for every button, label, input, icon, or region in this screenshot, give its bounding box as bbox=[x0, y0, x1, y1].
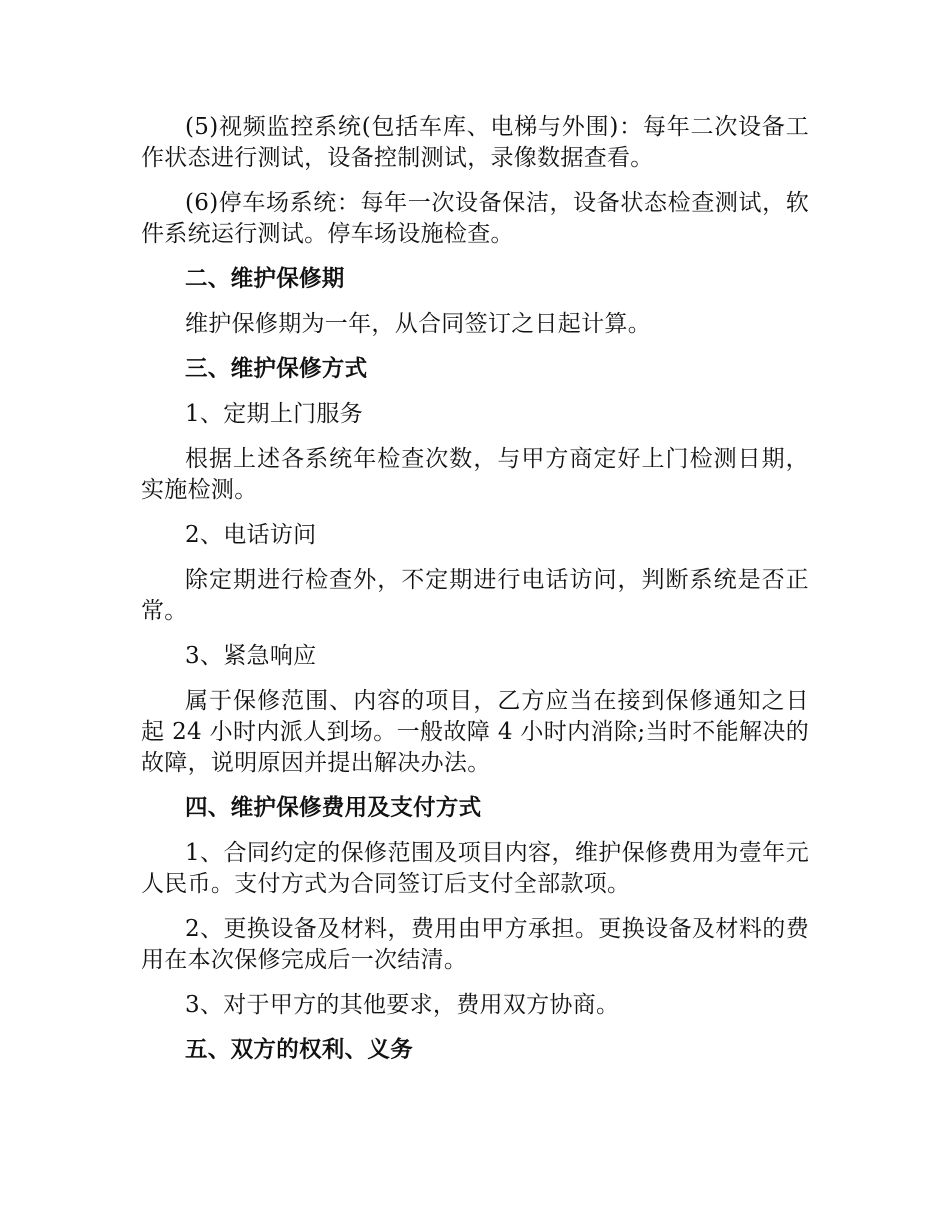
document-page bbox=[141, 112, 809, 1080]
paragraph-other-requirements: 3、对于甲方的其他要求，费用双方协商。 bbox=[185, 992, 620, 1018]
section-heading-warranty-method: 三、维护保修方式 bbox=[185, 356, 368, 382]
paragraph-equipment-cost: 2、更换设备及材料，费用由甲方承担。更换设备及材料的费用在本次保修完成后一次结清。 bbox=[141, 916, 809, 973]
paragraph-video-surveillance: (5)视频监控系统(包括车库、电梯与外围)：每年二次设备工作状态进行测试，设备控制测试，录像数据查看。 bbox=[141, 114, 809, 171]
section-heading-rights-obligations: 五、双方的权利、义务 bbox=[185, 1037, 414, 1063]
subheading-onsite-service: 1、定期上门服务 bbox=[185, 401, 364, 427]
paragraph-phone-visit: 除定期进行检查外，不定期进行电话访问，判断系统是否正常。 bbox=[141, 567, 809, 624]
subheading-phone-visit: 2、电话访问 bbox=[185, 522, 317, 548]
section-heading-fees-payment: 四、维护保修费用及支付方式 bbox=[185, 795, 482, 821]
paragraph-onsite-service: 根据上述各系统年检查次数，与甲方商定好上门检测日期，实施检测。 bbox=[141, 446, 809, 503]
paragraph-warranty-period: 维护保修期为一年，从合同签订之日起计算。 bbox=[185, 311, 651, 337]
paragraph-emergency-response: 属于保修范围、内容的项目，乙方应当在接到保修通知之日起 24 小时内派人到场。一般故障 4 小时内消除;当时不能解决的故障，说明原因并提出解决办法。 bbox=[141, 688, 809, 776]
subheading-emergency-response: 3、紧急响应 bbox=[185, 643, 317, 669]
paragraph-parking-system: (6)停车场系统：每年一次设备保洁，设备状态检查测试，软件系统运行测试。停车场设施检查。 bbox=[141, 190, 809, 247]
paragraph-fee-amount: 1、合同约定的保修范围及项目内容，维护保修费用为壹年元人民币。支付方式为合同签订后支付全部款项。 bbox=[141, 840, 809, 897]
section-heading-warranty-period: 二、维护保修期 bbox=[185, 266, 345, 292]
